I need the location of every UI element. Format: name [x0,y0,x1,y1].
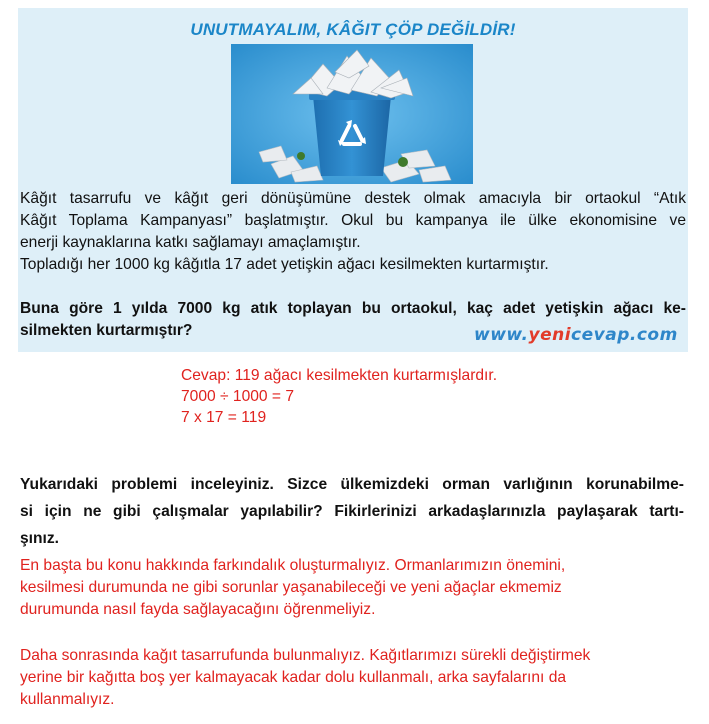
problem-line-3: enerji kaynaklarına katkı sağlamayı amaçlamıştır. [20,234,361,251]
problem-text [20,188,686,276]
response-1-line-2: kesilmesi durumunda ne gibi sorunlar yaşanabileceği ve yeni ağaçlar ekmemiz [20,579,562,596]
question-2-line-1: Yukarıdaki problemi inceleyiniz. Sizce ülkemizdeki orman varlığının korunabilme- [20,476,684,493]
box-title: UNUTMAYALIM, KÂĞIT ÇÖP DEĞİLDİR! [190,20,516,39]
problem-line-1: Kâğıt tasarrufu ve kâğıt geri dönüşümüne destek olmak amacıyla bir ortaokul “Atık [20,190,686,207]
info-box [18,8,688,352]
answer-line-1: Cevap: 119 ağacı kesilmekten kurtarmışlardır. [181,367,498,384]
watermark [474,325,678,345]
response-2-line-3: kullanmalıyız. [20,691,115,708]
question-2-line-3: şınız. [20,530,59,547]
response-1 [20,555,684,621]
problem-question-line-2: silmekten kurtarmıştır? [20,322,193,339]
watermark-prefix: www. [474,325,529,345]
answer-block [181,365,497,428]
question-2-line-2: si için ne gibi çalışmalar yapılabilir? Fikirlerinizi arkadaşlarınızla paylaşarak tartı- [20,503,684,520]
answer-line-3: 7 x 17 = 119 [181,409,267,426]
answer-line-2: 7000 ÷ 1000 = 7 [181,388,295,405]
watermark-yeni: yeni [528,325,572,345]
recycling-bin-photo [231,44,473,184]
recycling-bin-illustration [231,44,473,184]
response-2 [20,645,684,711]
problem-line-2: Kâğıt Toplama Kampanyası” başlatmıştır. Okul bu kampanya ile ülke ekonomisine ve [20,212,686,229]
problem-question-line-1: Buna göre 1 yılda 7000 kg atık toplayan bu ortaokul, kaç adet yetişkin ağacı ke- [20,300,686,317]
question-2 [20,471,684,552]
response-1-line-3: durumunda nasıl fayda sağlayacağını öğrenmeliyiz. [20,601,376,618]
response-2-line-2: yerine bir kağıtta boş yer kalmayacak kadar dolu kullanmalı, arka sayfalarını da [20,669,567,686]
response-1-line-1: En başta bu konu hakkında farkındalık oluşturmalıyız. Ormanlarımızın önemini, [20,557,566,574]
problem-line-4: Topladığı her 1000 kg kâğıtla 17 adet yetişkin ağacı kesilmekten kurtarmıştır. [20,256,549,273]
watermark-rest: cevap.com [571,325,678,345]
response-2-line-1: Daha sonrasında kağıt tasarrufunda bulunmalıyız. Kağıtlarımızı sürekli değiştirmek [20,647,591,664]
